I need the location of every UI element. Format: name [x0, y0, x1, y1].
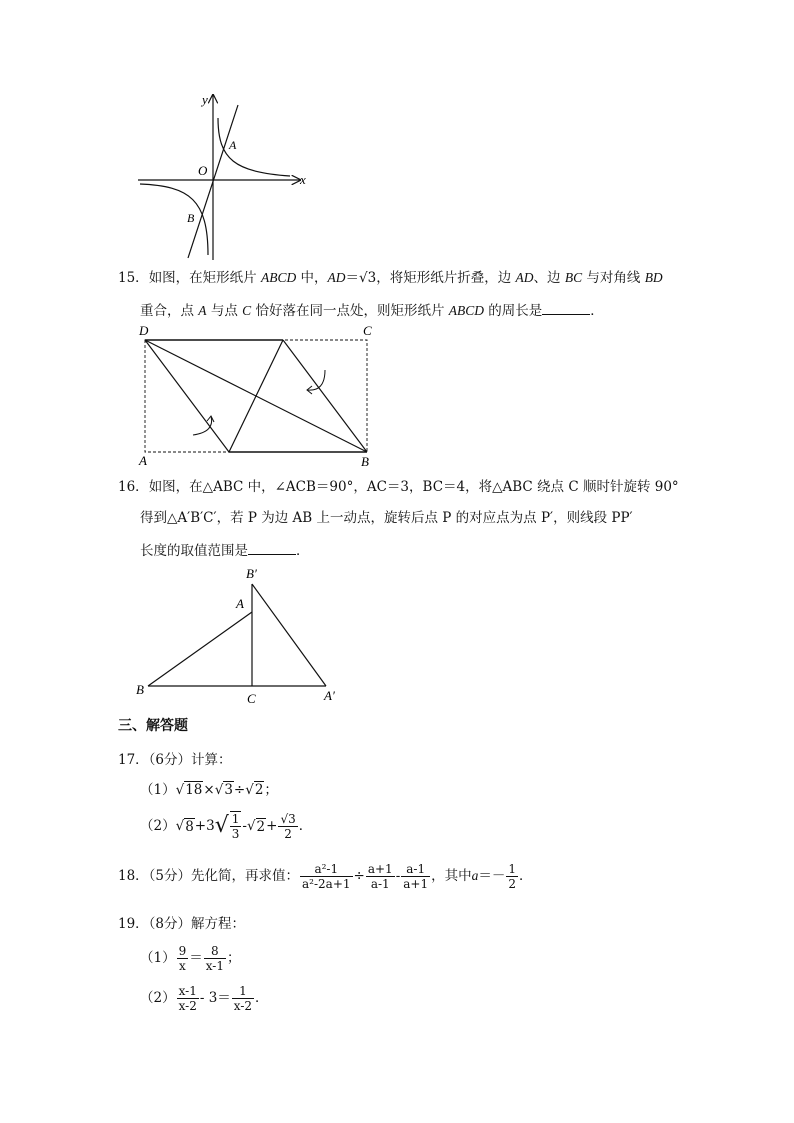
label-a: A	[236, 596, 244, 611]
label-c: C	[247, 691, 256, 706]
label-b-prime: B′	[246, 566, 257, 581]
point-b-label: B	[187, 211, 195, 225]
fold-line-3	[229, 340, 283, 452]
q15-line2: 重合，点 A 与点 C 恰好落在同一点处，则矩形纸片 ABCD 的周长是 ．	[140, 300, 604, 321]
q19-part2: （2） $\frac{x-1}{x-2}$ - 3＝ $\frac{1}{x-2}$ ．	[140, 983, 269, 1013]
label-a: A	[139, 453, 147, 468]
y-axis-label: y	[202, 92, 208, 107]
fold-line-2	[283, 340, 367, 452]
triangle-abc-ba	[148, 612, 252, 686]
fold-line-1	[145, 340, 229, 452]
q16-line1: 16．如图，在△ABC 中，∠ACB＝90°，AC＝3，BC＝4，将△ABC 绕点 C 顺时针旋转 90°	[118, 479, 679, 495]
q17-heading: 17．（6分）计算：	[118, 752, 232, 768]
rotated-triangle-figure	[130, 562, 350, 707]
fold-arrow-2	[307, 370, 325, 390]
folded-rectangle-figure	[135, 320, 385, 470]
triangle-b-prime-a-prime	[252, 584, 326, 686]
q16-line2: 得到△A′B′C′，若 P 为边 AB 上一动点，旋转后点 P 的对应点为点 P′，则线段 PP′	[140, 510, 633, 526]
section-heading: 三、解答题	[118, 718, 188, 734]
label-c: C	[363, 323, 372, 338]
label-b: B	[361, 454, 369, 469]
x-axis-label: x	[300, 172, 306, 187]
q18-line: 18．（5分）先化简，再求值： $\frac{\text{a²-1}}{\text{a²-2a+1}}$ ÷ $\frac{a+1}{a-1}$ - $\frac{a-1}{a+1}$ ，其中 a ＝－ $\frac{1}{2}$ ．	[118, 861, 533, 891]
hyperbola-line-graph	[130, 90, 310, 265]
answer-blank	[248, 540, 296, 555]
hyperbola-branch-2	[140, 184, 208, 255]
q17-part2: （2） √ 8 +3 √ $\frac{1}{3}$ - √ 2 + $\frac{√3}{2}$ ．	[140, 811, 313, 841]
q19-part1: （1） $\frac{9}{x}$ ＝ $\frac{8}{x-1}$ ；	[140, 943, 241, 973]
label-b: B	[136, 682, 144, 697]
origin-label: O	[198, 163, 208, 178]
label-d: D	[139, 323, 149, 338]
q16-line3: 长度的取值范围是 ．	[140, 540, 310, 561]
point-a-label: A	[229, 138, 237, 152]
answer-blank	[542, 300, 590, 315]
q19-heading: 19．（8分）解方程：	[118, 916, 246, 932]
q15-line1: 15．如图，在矩形纸片 ABCD 中，AD＝√3，将矩形纸片折叠，边 AD、边 BC 与对角线 BD	[118, 270, 663, 286]
label-a-prime: A′	[324, 688, 335, 703]
fold-arrow-1-head	[207, 416, 214, 422]
q17-part1: （1）√18×√3÷√2；	[140, 782, 278, 798]
